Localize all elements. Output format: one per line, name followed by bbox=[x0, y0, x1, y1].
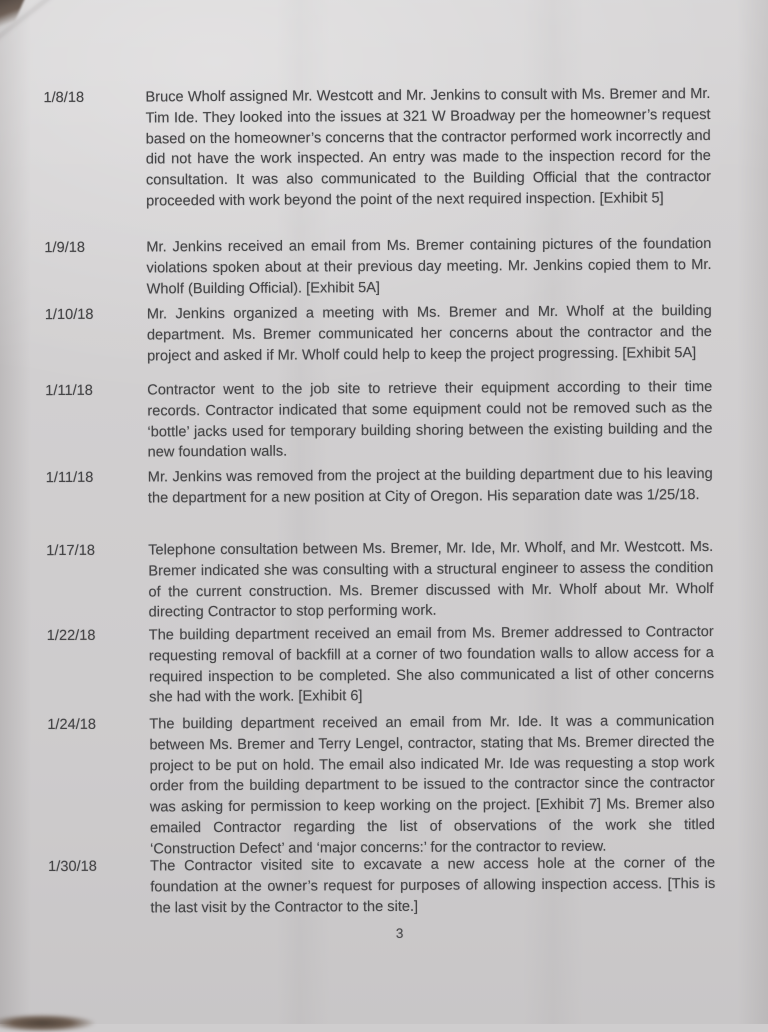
entry-date: 1/17/18 bbox=[46, 542, 95, 560]
timeline-entry bbox=[0, 84, 765, 210]
timeline-entry bbox=[0, 464, 768, 507]
timeline-entry bbox=[0, 301, 767, 365]
entry-text: The building department received an email from Mr. Ide. It was a communication between Ms. Bremer and Terry Lengel, contractor, stating that Ms. Bremer directed the project to be put on hold. The email also indicated Mr. Ide was requesting a stop work order from the building department to be issued to the contractor since the contractor was asking for permission to keep working on the project. [Exhibit 7] Ms. Bremer also emailed Contractor regarding the list of observations of the work she titled ‘Construction Defect’ and ‘major concerns:’ for the contractor to review. bbox=[149, 712, 715, 858]
timeline-entry bbox=[1, 711, 768, 858]
entry-date: 1/11/18 bbox=[45, 382, 93, 400]
entry-text: Contractor went to the job site to retrieve their equipment according to their time records. Contractor indicated that some equipment could not be removed such as the ‘bottle’ jacks used for temporary building shoring between the existing building and the new foundation walls. bbox=[147, 378, 713, 461]
entry-date: 1/9/18 bbox=[44, 239, 86, 257]
entry-text: The Contractor visited site to excavate a new access hole at the corner of the foundation at the owner’s request for purposes of allowing inspection access. [This is the last visit by the Contractor to the site.] bbox=[150, 854, 716, 917]
entry-text: Telephone consultation between Ms. Bremer, Mr. Ide, Mr. Wholf, and Mr. Westcott. Ms. Bremer indicated she was consulting with a structural engineer to assess the condition of the current construction. Ms. Bremer discussed with Mr. Wholf about Mr. Wholf directing Contractor to stop performing work. bbox=[148, 538, 714, 621]
entry-date: 1/11/18 bbox=[45, 469, 94, 487]
entry-date: 1/22/18 bbox=[46, 627, 96, 645]
timeline-entry bbox=[0, 234, 766, 298]
entry-text: Mr. Jenkins received an email from Ms. Bremer containing pictures of the foundation violations spoken about at their previous day meeting. Mr. Jenkins copied them to Mr. Wholf (Building Official). [Exhibit 5A] bbox=[146, 235, 712, 298]
entry-date: 1/30/18 bbox=[48, 858, 97, 876]
entry-date: 1/10/18 bbox=[44, 306, 94, 324]
entry-text: The building department received an email from Ms. Bremer addressed to Contractor requesting removal of backfill at a corner of two foundation walls to allow access for a required inspection to be completed. She also communicated a list of other concerns she had with the work. [Exhibit 6] bbox=[148, 623, 715, 706]
entry-date: 1/8/18 bbox=[43, 89, 85, 107]
timeline-entry bbox=[0, 377, 767, 461]
entry-date: 1/24/18 bbox=[47, 716, 97, 734]
entry-text: Bruce Wholf assigned Mr. Westcott and Mr. Jenkins to consult with Ms. Bremer and Mr. Tim Ide. They looked into the issues at 321 W Broadway per the homeowner’s request based on the homeowner’s concerns that the contractor performed work incorrectly and did not have the work inspected. An entry was made to the inspection record for the consultation. It was also communicated to the Building Official that the contractor proceeded with work beyond the point of the next required inspection. [Exhibit 5] bbox=[145, 85, 712, 210]
entry-text: Mr. Jenkins was removed from the project at the building department due to his leaving the department for a new position at City of Oregon. His separation date was 1/25/18. bbox=[147, 465, 713, 507]
timeline-entry bbox=[0, 537, 768, 621]
timeline-entry bbox=[1, 622, 768, 706]
entry-text: Mr. Jenkins organized a meeting with Ms. Bremer and Mr. Wholf at the building department. Ms. Bremer communicated her concerns about the contractor and the project and asked if Mr. Wholf could help to keep the project progressing. [Exhibit 5A] bbox=[146, 302, 712, 365]
page-number: 3 bbox=[395, 925, 404, 941]
